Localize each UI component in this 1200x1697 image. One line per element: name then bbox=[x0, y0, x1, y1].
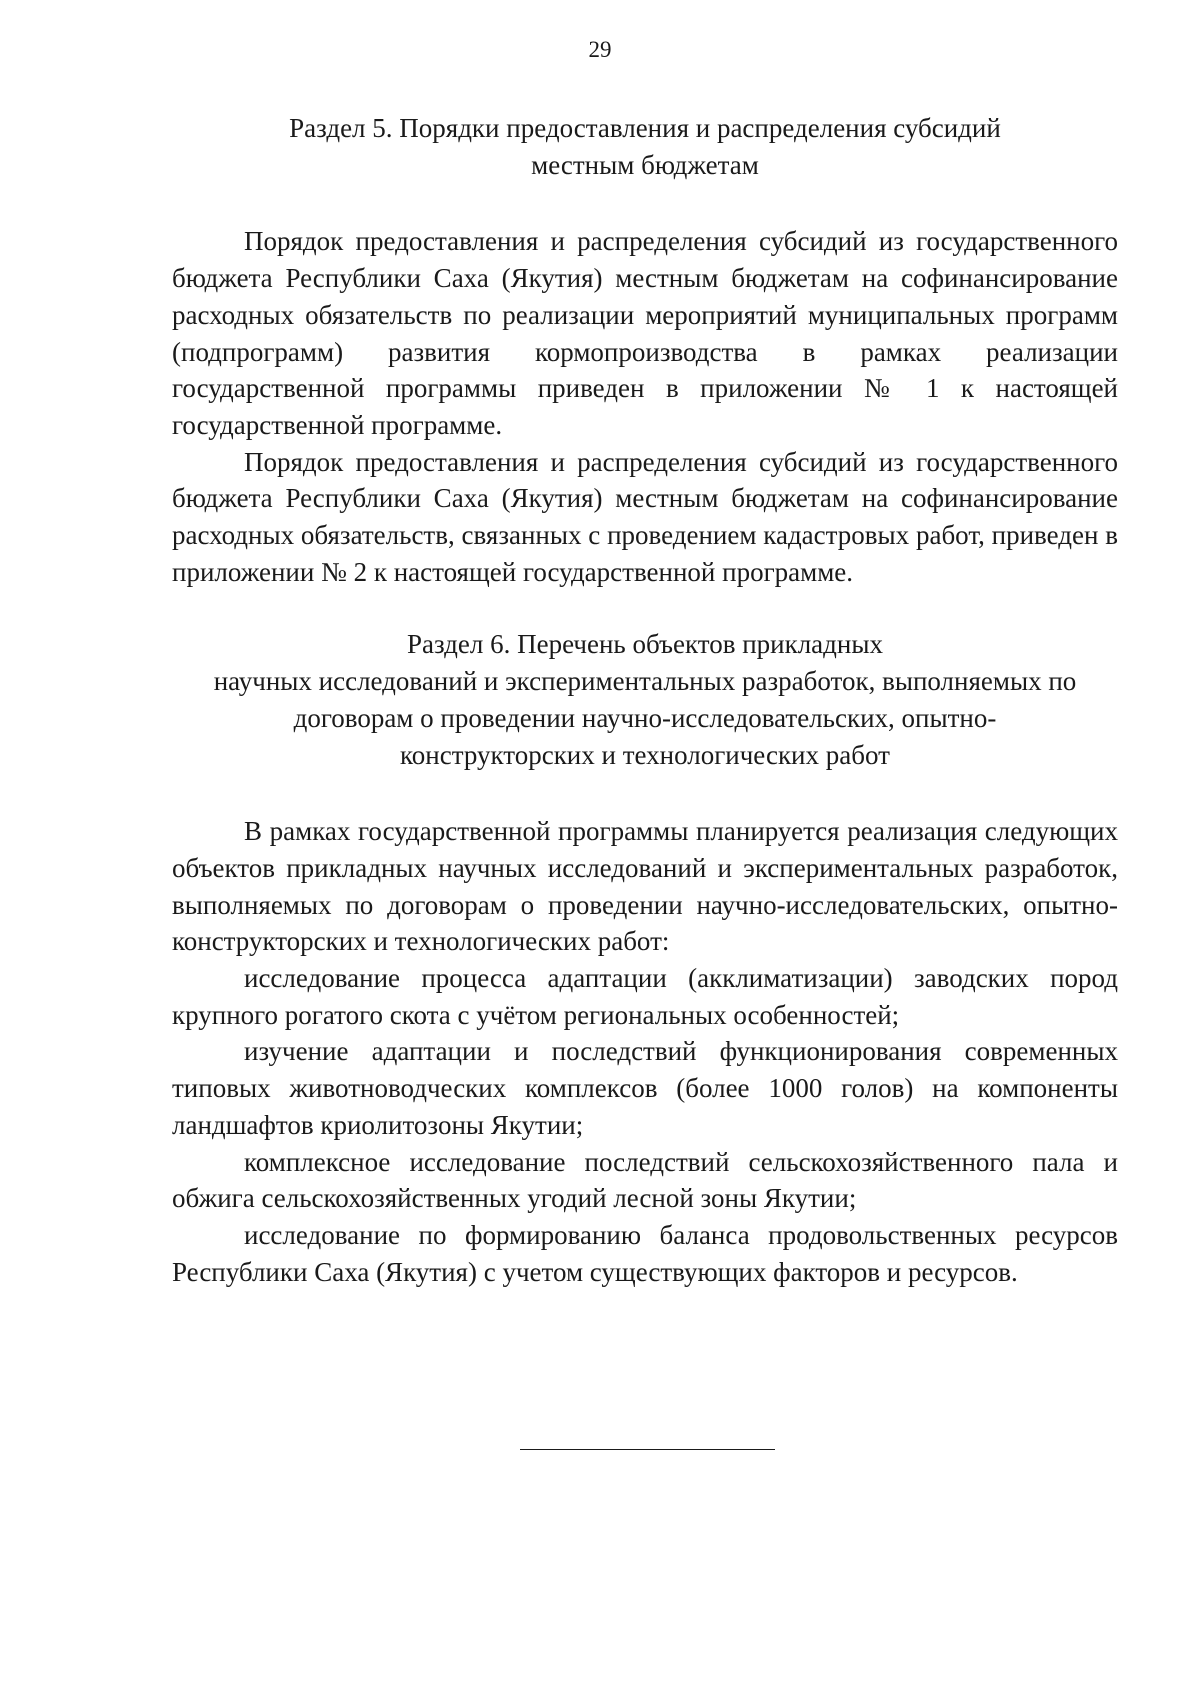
page-content bbox=[172, 110, 1118, 1290]
section-5-paragraph: Порядок предоставления и распределения субсидий из государственного бюджета Республики Саха (Якутия) местным бюджетам на софинансирование расходных обязательств по реализации мероприятий муниципальных программ (подпрограмм) развития кормопроизводства в рамках реализации государственной программы приведен в приложении № 1 к настоящей государственной программе. bbox=[172, 226, 1118, 440]
section-6-heading bbox=[172, 626, 1118, 773]
research-object-item: исследование по формированию баланса продовольственных ресурсов Республики Саха (Якутия) с учетом существующих факторов и ресурсов. bbox=[172, 1219, 1118, 1287]
section-5-heading-line: местным бюджетам bbox=[531, 149, 759, 180]
research-object-item: исследование процесса адаптации (акклиматизации) заводских пород крупного рогатого скота с учётом региональных особенностей; bbox=[172, 963, 1118, 1030]
section-6-heading-line: научных исследований и экспериментальных разработок, выполняемых по bbox=[213, 666, 1077, 697]
spacer bbox=[172, 590, 1118, 626]
section-5-heading-line: Раздел 5. Порядки предоставления и распределения субсидий bbox=[289, 113, 1001, 143]
section-6-intro: В рамках государственной программы планируется реализация следующих объектов прикладных научных исследований и экспериментальных разработок, выполняемых по договорам о проведении научно-исследовательских, опытно-конструкторских и технологических работ: bbox=[172, 816, 1118, 957]
research-object-item: комплексное исследование последствий сельскохозяйственного пала и обжига сельскохозяйственных угодий лесной зоны Якутии; bbox=[172, 1146, 1118, 1214]
section-6-heading-line: Раздел 6. Перечень объектов прикладных bbox=[406, 629, 883, 660]
research-object-item: изучение адаптации и последствий функционирования современных типовых животноводческих комплексов (более 1000 голов) на компоненты ландшафтов криолитозоны Якутии; bbox=[172, 1036, 1118, 1140]
section-5-heading bbox=[172, 110, 1118, 183]
closing-rule bbox=[520, 1449, 775, 1450]
spacer bbox=[172, 183, 1118, 223]
section-6-heading-line: договорам о проведении научно-исследовательских, опытно- bbox=[293, 702, 997, 733]
spacer bbox=[172, 773, 1118, 813]
section-6-heading-line: конструкторских и технологических работ bbox=[400, 739, 890, 770]
section-5-paragraph: Порядок предоставления и распределения субсидий из государственного бюджета Республики Саха (Якутия) местным бюджетам на софинансирование расходных обязательств, связанных с проведением кадастровых работ, приведен в приложении № 2 к настоящей государственной программе. bbox=[172, 446, 1118, 587]
page-number: 29 bbox=[588, 37, 612, 62]
